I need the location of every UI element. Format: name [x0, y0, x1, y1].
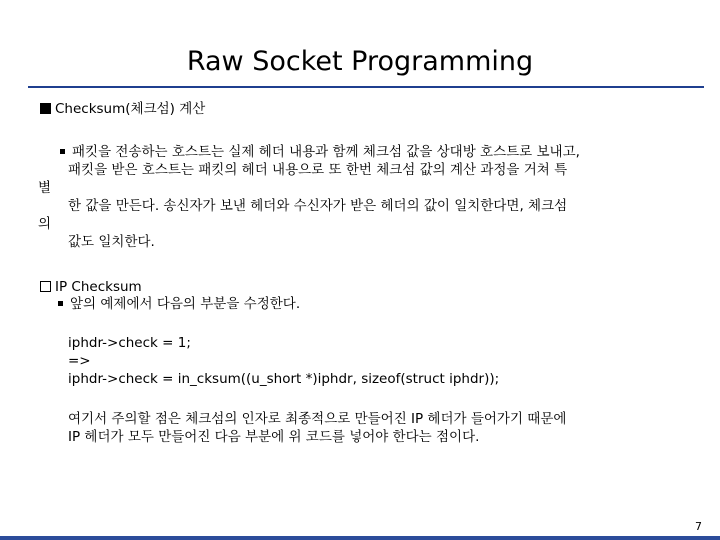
ip-checksum-bullet: 앞의 예제에서 다음의 부분을 수정한다. — [58, 295, 300, 313]
checksum-text-line-4: 한 값을 만든다. 송신자가 보낸 헤더와 수신자가 받은 헤더의 값이 일치한다면, 체크섬 — [68, 198, 568, 214]
checksum-text-line-5: 의 — [38, 216, 52, 232]
footer-bar — [0, 536, 720, 540]
note-line-1: 여기서 주의할 점은 체크섬의 인자로 최종적으로 만들어진 IP 헤더가 들어가기 때문에 — [68, 411, 567, 427]
title-divider — [28, 86, 704, 88]
note-line-2: IP 헤더가 모두 만들어진 다음 부분에 위 코드를 넣어야 한다는 점이다. — [68, 429, 480, 445]
filled-square-bullet-icon — [40, 103, 51, 114]
hollow-square-bullet-icon — [40, 281, 51, 292]
slide-title: Raw Socket Programming — [186, 46, 534, 77]
code-line-1: iphdr->check = 1; — [68, 335, 191, 351]
checksum-text-line-1: 패킷을 전송하는 호스트는 실제 헤더 내용과 함께 체크섬 값을 상대방 호스트로 보내고, — [60, 143, 580, 161]
section-heading-text: IP Checksum — [55, 279, 142, 295]
page-number: 7 — [695, 520, 702, 533]
checksum-text-line-2: 패킷을 받은 호스트는 패킷의 헤더 내용으로 또 한번 체크섬 값의 계산 과정을 거쳐 특 — [68, 162, 568, 178]
section-ip-checksum-heading — [40, 278, 142, 296]
code-line-3: iphdr->check = in_cksum((u_short *)iphdr, sizeof(struct iphdr)); — [68, 371, 500, 387]
section-checksum-heading — [40, 100, 205, 118]
square-bullet-icon — [60, 149, 65, 154]
checksum-text-line-6: 값도 일치한다. — [68, 234, 155, 250]
checksum-text-line-3: 별 — [38, 180, 52, 196]
section-heading-text: Checksum(체크섬) 계산 — [55, 101, 206, 117]
code-line-2: => — [68, 353, 91, 369]
square-bullet-icon — [58, 301, 63, 306]
